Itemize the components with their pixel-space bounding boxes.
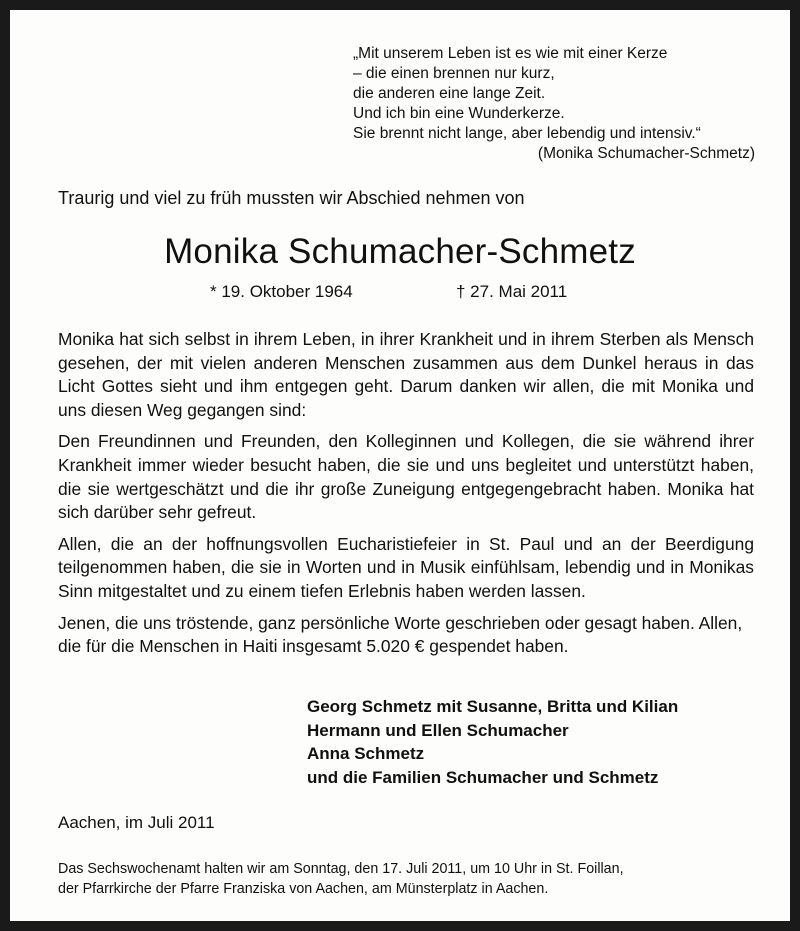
- body-paragraph: Monika hat sich selbst in ihrem Leben, in ihrer Krankheit und in ihrem Sterben als Mensch gesehen, der mit vielen anderen Menschen zusammen aus dem Dunkel heraus in das Licht Gottes sieht und ihm entgegen geht. Darum danken wir allen, die mit Monika und uns diesen Weg gegangen sind:: [58, 329, 754, 420]
- body-paragraph: Den Freundinnen und Freunden, den Kolleginnen und Kollegen, die sie während ihrer Krankheit immer wieder besucht haben, die sie und uns begleitet und unterstützt haben, die sie wertgeschätzt und die ihr große Zuneigung entgegengebracht haben. Monika hat sich darüber sehr gefreut.: [58, 431, 754, 523]
- quote-line: die anderen eine lange Zeit.: [353, 85, 546, 102]
- body-paragraph: Allen, die an der hoffnungsvollen Eucharistiefeier in St. Paul und an der Beerdigung teilgenommen haben, die sie in Worten und in Musik einfühlsam, lebendig und in Monikas Sinn mitgestaltet und zu einem tiefen Erlebnis haben werden lassen.: [58, 533, 754, 601]
- death-date: † 27. Mai 2011: [456, 282, 568, 301]
- signer-line: Georg Schmetz mit Susanne, Britta und Kilian: [307, 697, 679, 716]
- signer-line: Anna Schmetz: [307, 744, 425, 764]
- quote-author: (Monika Schumacher-Schmetz): [537, 145, 755, 162]
- body-text: [58, 328, 754, 667]
- quote-line: Sie brennt nicht lange, aber lebendig und intensiv.“: [353, 125, 701, 142]
- obituary-notice: [10, 10, 790, 921]
- deceased-name: Monika Schumacher-Schmetz: [164, 232, 636, 271]
- place-date: Aachen, im Juli 2011: [58, 813, 215, 832]
- service-notice-line: Das Sechswochenamt halten wir am Sonntag, den 17. Juli 2011, um 10 Uhr in St. Foillan,: [58, 861, 624, 877]
- birth-date: * 19. Oktober 1964: [210, 282, 353, 301]
- signer-line: Hermann und Ellen Schumacher: [307, 720, 569, 740]
- signer-line: und die Familien Schumacher und Schmetz: [307, 767, 659, 787]
- quote-line: „Mit unserem Leben ist es wie mit einer Kerze: [353, 45, 668, 62]
- service-notice: [58, 860, 758, 899]
- body-paragraph: Jenen, die uns tröstende, ganz persönliche Worte geschrieben oder gesagt haben. Allen, die für die Menschen in Haiti insgesamt 5.020 € gespendet haben.: [58, 612, 743, 657]
- quote-line: Und ich bin eine Wunderkerze.: [353, 105, 565, 122]
- intro-text: Traurig und viel zu früh mussten wir Abschied nehmen von: [58, 188, 525, 208]
- signers-block: [307, 695, 678, 789]
- service-notice-line: der Pfarrkirche der Pfarre Franziska von Aachen, am Münsterplatz in Aachen.: [58, 880, 549, 897]
- quote-line: – die einen brennen nur kurz,: [353, 65, 555, 82]
- quote-block: [353, 44, 755, 164]
